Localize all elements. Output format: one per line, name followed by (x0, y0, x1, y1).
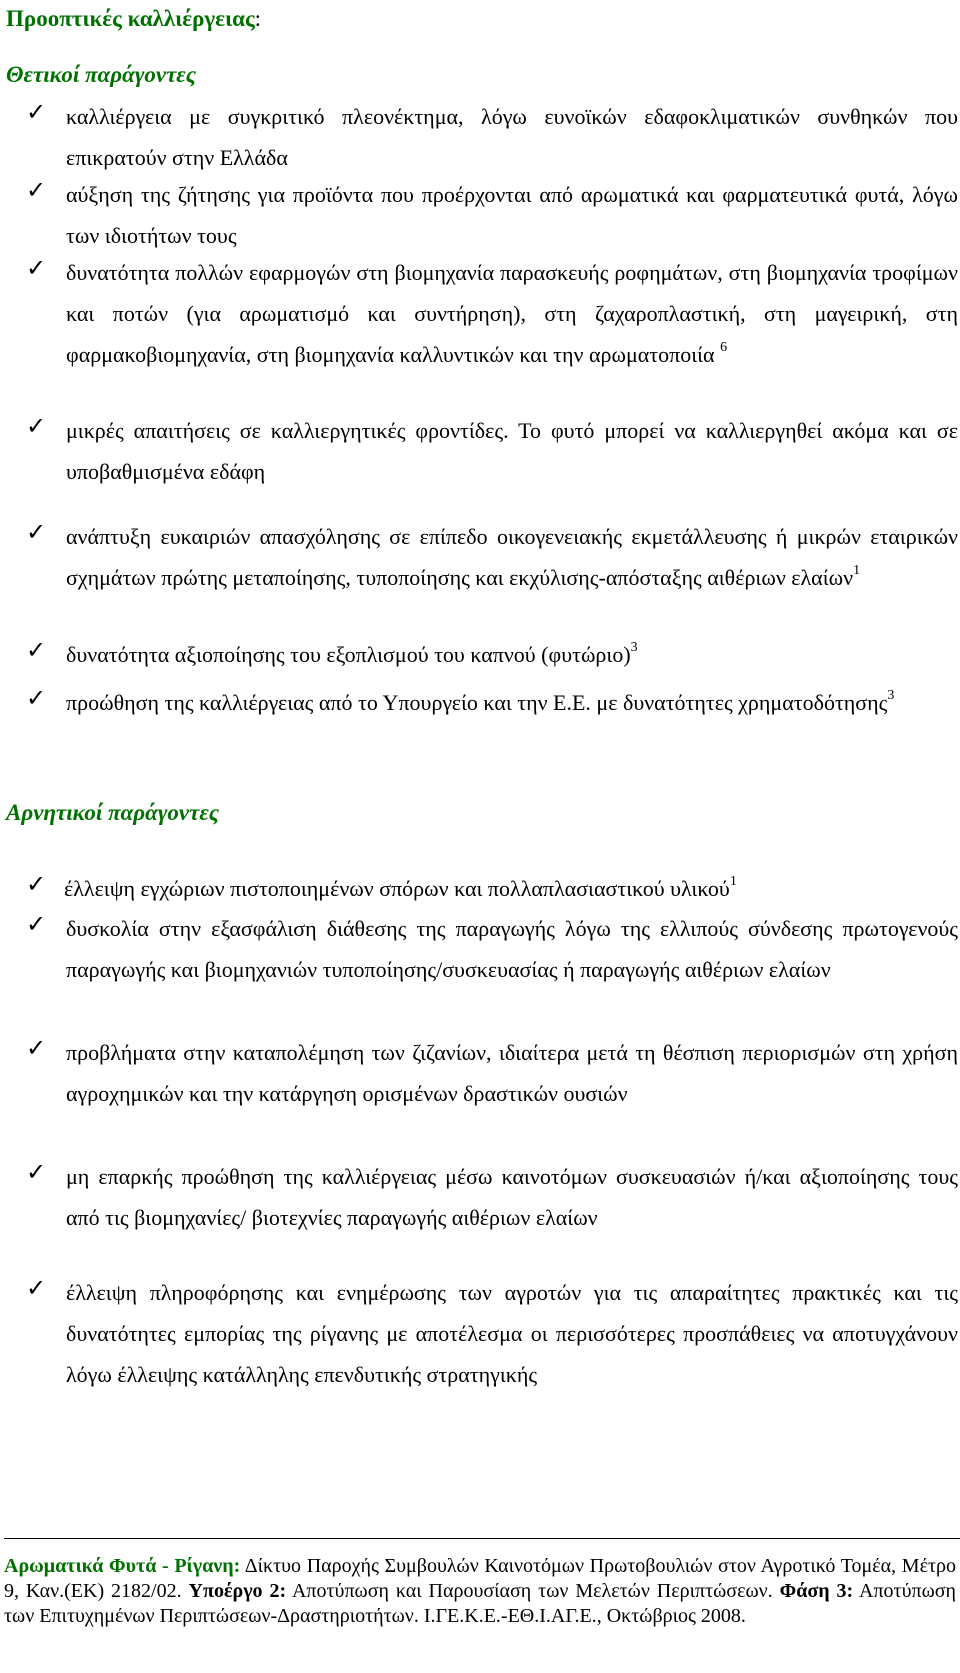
page-title (6, 4, 261, 34)
footer-divider (4, 1538, 960, 1539)
list-item-text: αύξηση της ζήτησης για προϊόντα που προέρχονται από αρωματικά και φαρματευτικά φυτά, λόγω των ιδιοτήτων τους (66, 182, 958, 248)
list-item-text: έλλειψη πληροφόρησης και ενημέρωσης των αγροτών για τις απαραίτητες πρακτικές και τις δυνατότητες εμπορίας της ρίγανης με αποτέλεσμα οι περισσότερες προσπάθειες να αποτυγχάνουν λόγω έλλειψης κατάλληλης επενδυτικής στρατηγικής (66, 1280, 958, 1387)
page-title-text: Προοπτικές καλλιέργειας (6, 6, 255, 31)
check-icon: ✓ (26, 636, 47, 664)
check-icon: ✓ (26, 176, 47, 204)
footnote-ref: 6 (720, 340, 728, 355)
list-item-text: μη επαρκής προώθηση της καλλιέργειας μέσω καινοτόμων συσκευασιών ή/και αξιοποίησης τους από τις βιομηχανίες/ βιοτεχνίες παραγωγής αιθέριων ελαίων (66, 1164, 958, 1230)
list-item-text: έλλειψη εγχώριων πιστοποιημένων σπόρων και πολλαπλασιαστικού υλικού$^1$ (64, 874, 737, 901)
footnote-ref: 3 (630, 640, 638, 655)
check-icon: ✓ (26, 254, 47, 282)
list-item-text: δυνατότητα αξιοποίησης του εξοπλισμού του καπνού $(\varphi\upsilon\tau ώ\rho\iota o)^3$ (66, 640, 638, 667)
footnote-ref: 1 (729, 874, 737, 889)
check-icon: ✓ (26, 684, 47, 712)
check-icon: ✓ (26, 870, 47, 898)
page-footer (4, 1554, 956, 1629)
check-icon: ✓ (26, 1274, 47, 1302)
footer-project-text: Δίκτυο Παροχής Συμβουλών Καινοτόμων Πρωτοβουλιών στον Αγροτικό Τομέα, Μέτρο 9, Καν.(ΕΚ) 2182/02. (4, 1555, 956, 1602)
page-title-colon: : (254, 6, 262, 31)
check-icon: ✓ (26, 412, 47, 440)
footer-subproject-label: Υποέργο 2: (188, 1580, 287, 1602)
list-item-text: μικρές απαιτήσεις σε καλλιεργητικές φροντίδες. Το φυτό μπορεί να καλλιεργηθεί ακόμα και σε υποβαθμισμένα εδάφη (66, 418, 958, 484)
footer-phase-text: Αποτύπωση των Επιτυχημένων Περιπτώσεων-Δραστηριοτήτων. Ι.ΓΕ.Κ.Ε.-ΕΘ.Ι.ΑΓ.Ε., Οκτώβριος 2008. (4, 1580, 956, 1627)
negative-factors-heading: Αρνητικοί παράγοντες (6, 800, 220, 825)
check-icon: ✓ (26, 518, 47, 546)
list-item-text: προώθηση της καλλιέργειας από το Υπουργείο και την Ε.Ε. με δυνατότητες χρηματοδότησης$^3$ (66, 688, 895, 715)
check-icon: ✓ (26, 1158, 47, 1186)
footer-project-label: Αρωματικά Φυτά - Ρίγανη: (4, 1555, 241, 1577)
positive-factors-heading: Θετικοί παράγοντες (6, 62, 196, 87)
check-icon: ✓ (26, 98, 47, 126)
check-icon: ✓ (26, 910, 47, 938)
list-item-text: δυσκολία στην εξασφάλιση διάθεσης της παραγωγής λόγω της ελλιπούς σύνδεσης πρωτογενούς παραγωγής και βιομηχανιών τυποποίησης/συσκευασίας ή παραγωγής αιθέριων ελαίων (66, 916, 958, 982)
list-item-text: προβλήματα στην καταπολέμηση των ζιζανίων, ιδιαίτερα μετά τη θέσπιση περιορισμών στη χρήση αγροχημικών και την κατάργηση ορισμένων δραστικών ουσιών (66, 1040, 958, 1106)
footer-phase-label: Φάση 3: (779, 1580, 854, 1602)
footnote-ref: 1 (853, 563, 861, 578)
footer-subproject-text: Αποτύπωση και Παρουσίαση των Μελετών Περιπτώσεων. (286, 1580, 780, 1602)
list-item-text: καλλιέργεια με συγκριτικό πλεονέκτημα, λόγω ευνοϊκών εδαφοκλιματικών συνθηκών που επικρατούν στην Ελλάδα (66, 104, 958, 170)
list-item-text: δυνατότητα πολλών εφαρμογών στη βιομηχανία παρασκευής ροφημάτων, στη βιομηχανία τροφίμων και ποτών (για αρωματισμό και συντήρηση), στη ζαχαροπλαστική, στη μαγειρική, στη φαρμακοβιομηχανία, στη βιομηχανία καλλυντικών και την αρωματοποιία $^6$ (66, 260, 958, 367)
list-item-text: ανάπτυξη ευκαιριών απασχόλησης σε επίπεδο οικογενειακής εκμετάλλευσης ή μικρών εταιρικών σχημάτων πρώτης μεταποίησης, τυποποίησης και εκχύλισης-απόσταξης αιθέριων ελαίων$^1$ (66, 524, 958, 590)
footnote-ref: 3 (887, 688, 895, 703)
check-icon: ✓ (26, 1034, 47, 1062)
